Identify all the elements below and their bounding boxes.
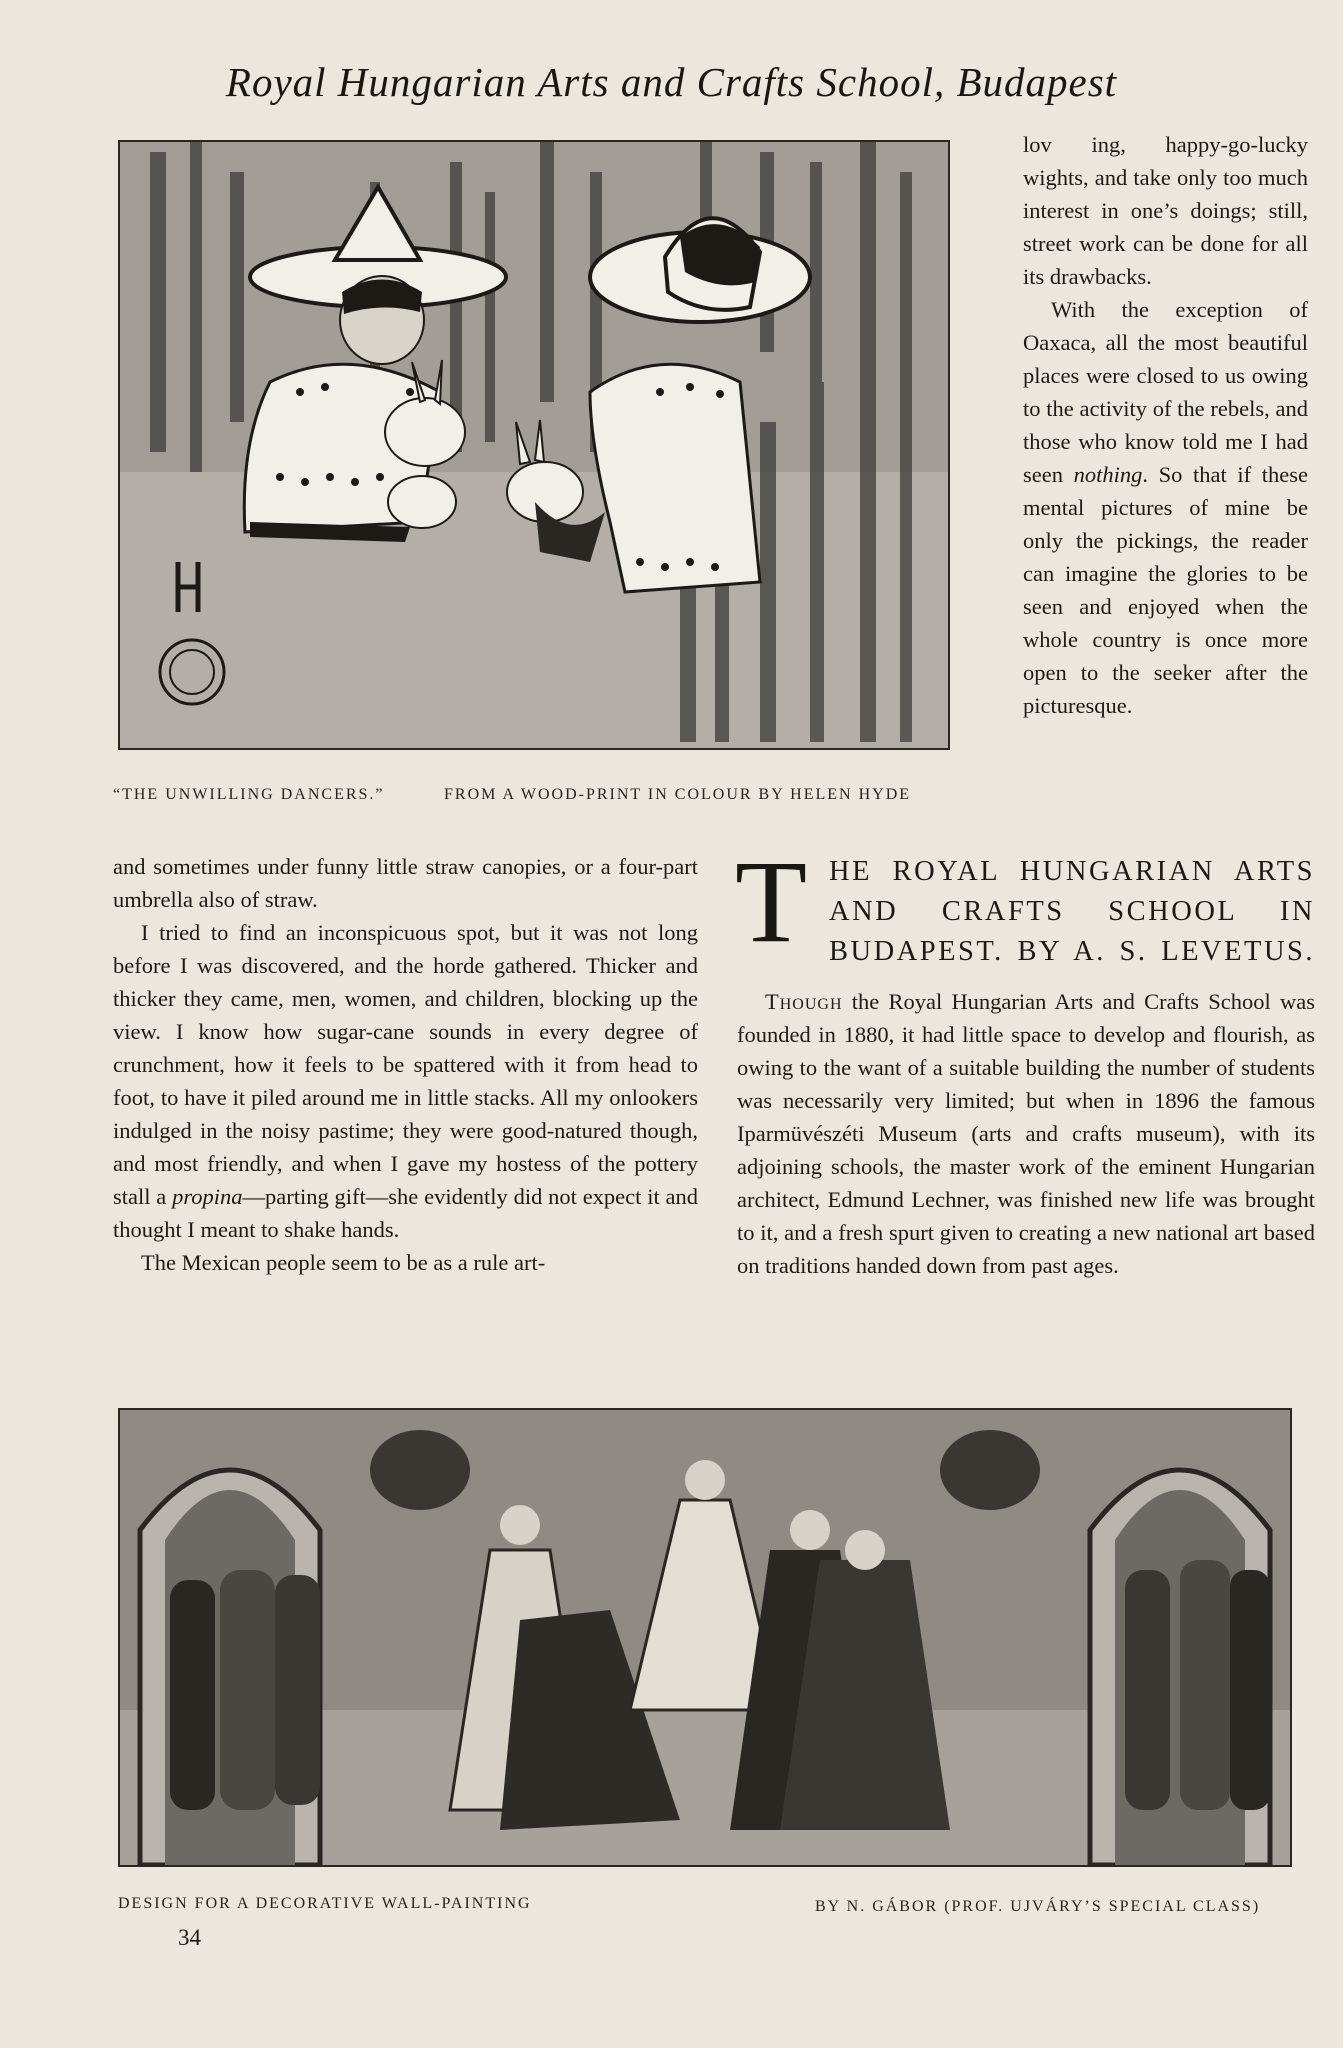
drop-cap: T [735, 836, 808, 967]
running-head: Royal Hungarian Arts and Crafts School, Budapest [225, 59, 1118, 105]
woodprint-illustration [118, 140, 950, 750]
paragraph: Though the Royal Hungarian Arts and Crafts School was founded in 1880, it had little space to develop and flourish, as owing to the want of a suitable building the number of students was necessarily very limited; but when in 1896 the famous Iparmüvészéti Museum (arts and crafts museum), with its adjoining schools, the master work of the eminent Hungarian architect, Edmund Lechner, was finished new life was brought to it, and a fresh spurt given to creating a new national art based on traditions handed down from past ages. [737, 989, 1315, 1278]
paragraph: I tried to find an inconspicuous spot, but it was not long before I was discovered, and the horde gathered. Thicker and thicker they came, men, women, and children, blocking up the view. I know how sugar-cane sounds in every degree of crunchment, how it feels to be spattered with it from head to foot, to have it piled around me in little stacks. All my onlookers indulged in the noisy pastime; they were good-natured though, and most friendly, and when I gave my hostess of the pottery stall a propina—parting gift—she evidently did not expect it and thought I meant to shake hands. [113, 920, 698, 1242]
heading-line: BUDAPEST. BY A. S. LEVETUS. [829, 936, 1315, 967]
article-heading [735, 836, 1315, 970]
heading-line: AND CRAFTS SCHOOL IN [829, 896, 1315, 927]
paragraph: lov ing, happy-go-lucky wights, and take only too much interest in one’s doings; still, street work can be done for all its drawbacks. [1023, 132, 1308, 289]
page-number: 34 [178, 1925, 201, 1950]
figure1-caption-left: “THE UNWILLING DANCERS.” [113, 786, 385, 803]
right-column-top [1023, 128, 1308, 722]
heading-line: HE ROYAL HUNGARIAN ARTS [829, 856, 1315, 887]
wall-painting-illustration [118, 1408, 1292, 1867]
figure2-caption-left: DESIGN FOR A DECORATIVE WALL-PAINTING [118, 1895, 532, 1912]
paragraph: and sometimes under funny little straw canopies, or a four-part umbrella also of straw. [113, 854, 698, 912]
figure1-caption-right: FROM A WOOD-PRINT IN COLOUR BY HELEN HYDE [444, 786, 912, 803]
figure2-caption-right: BY N. GÁBOR (PROF. UJVÁRY’S SPECIAL CLASS) [815, 1898, 1261, 1915]
article-body [737, 985, 1315, 1282]
paragraph: The Mexican people seem to be as a rule art- [141, 1250, 546, 1275]
paragraph: With the exception of Oaxaca, all the most beautiful places were closed to us owing to the activity of the rebels, and those who know told me I had seen nothing. So that if these mental pictures of mine be only the pickings, the reader can imagine the glories to be seen and enjoyed when the whole country is once more open to the seeker after the picturesque. [1023, 297, 1308, 718]
left-column [113, 850, 698, 1279]
